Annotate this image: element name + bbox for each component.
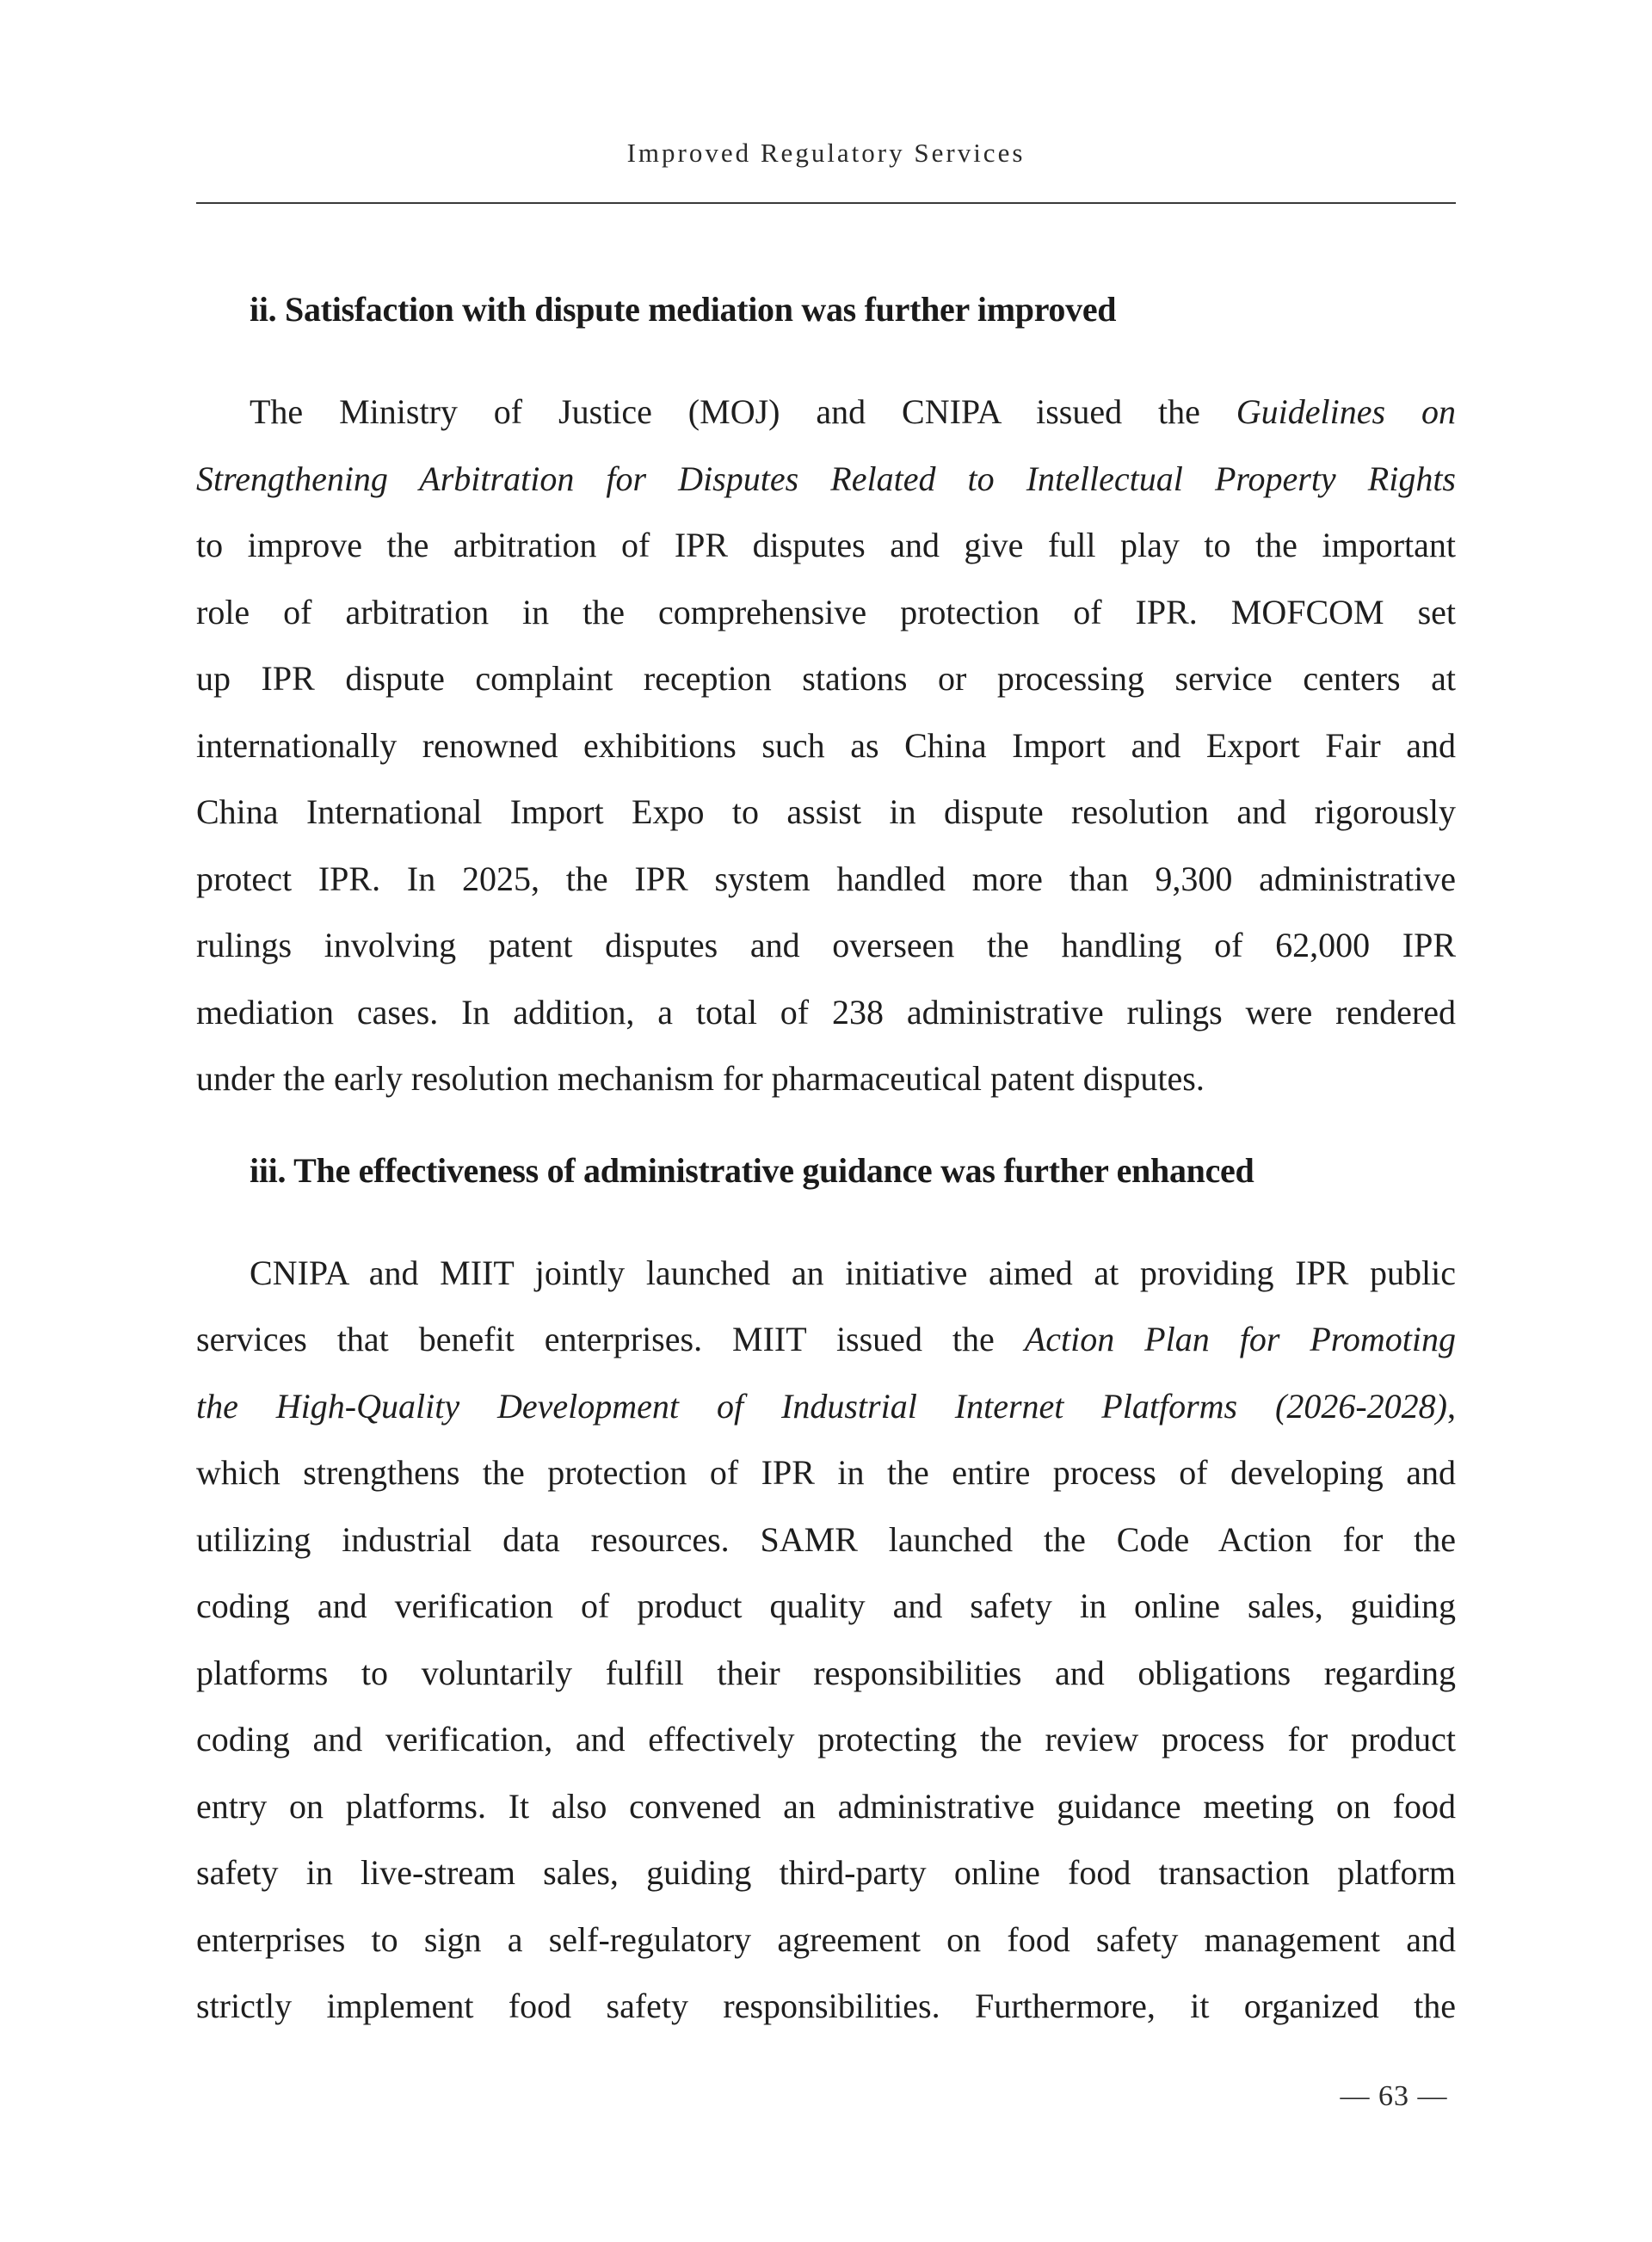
text-line — [196, 1306, 1456, 1373]
text-run: The Ministry of Justice (MOJ) and CNIPA issued the — [250, 392, 1236, 431]
text-line — [196, 1640, 1456, 1707]
paragraph-dispute-mediation — [196, 379, 1456, 1112]
text-line — [196, 1839, 1456, 1906]
text-line — [196, 446, 1456, 513]
text-run: under the early resolution mechanism for pharmaceutical patent disputes. — [196, 1059, 1205, 1098]
header-rule — [196, 202, 1456, 204]
page-body — [196, 284, 1456, 2040]
text-run: role of arbitration in the comprehensive protection of IPR. MOFCOM set — [196, 592, 1456, 631]
text-line — [196, 1906, 1456, 1974]
document-title-italic: the High-Quality Development of Industrial Internet Platforms (2026-2028) — [196, 1386, 1447, 1426]
text-line — [196, 1439, 1456, 1506]
text-run: protect IPR. In 2025, the IPR system handled more than 9,300 administrative — [196, 859, 1456, 898]
text-line — [196, 512, 1456, 579]
text-line — [196, 1773, 1456, 1840]
text-run: internationally renowned exhibitions such as China Import and Export Fair and — [196, 725, 1456, 765]
text-line — [196, 579, 1456, 646]
paragraph-administrative-guidance — [196, 1240, 1456, 2040]
document-title-italic: Strengthening Arbitration for Disputes Related to Intellectual Property Rights — [196, 459, 1456, 498]
page-number: — 63 — — [1340, 2080, 1448, 2112]
text-run: which strengthens the protection of IPR in the entire process of developing and — [196, 1453, 1456, 1492]
text-line — [196, 1045, 1456, 1112]
text-run: services that benefit enterprises. MIIT issued the — [196, 1320, 1025, 1358]
text-line — [196, 1506, 1456, 1574]
document-title-italic: Action Plan for Promoting — [1024, 1320, 1456, 1358]
text-run: platforms to voluntarily fulfill their responsibilities and obligations regarding — [196, 1653, 1456, 1692]
section-heading-iii: iii. The effectiveness of administrative guidance was further enhanced — [250, 1150, 1254, 1190]
text-line — [196, 979, 1456, 1046]
text-line — [196, 1973, 1456, 2040]
text-run: up IPR dispute complaint reception stations or processing service centers at — [196, 659, 1456, 698]
text-run: , — [1447, 1386, 1456, 1426]
text-run: strictly implement food safety responsibilities. Furthermore, it organized the — [196, 1986, 1456, 2025]
text-line — [196, 1373, 1456, 1440]
text-run: coding and verification, and effectively protecting the review process for product — [196, 1720, 1456, 1758]
text-run: rulings involving patent disputes and overseen the handling of 62,000 IPR — [196, 926, 1456, 964]
text-line — [196, 912, 1456, 979]
text-line — [196, 1240, 1456, 1307]
text-run: China International Import Expo to assist in dispute resolution and rigorously — [196, 792, 1456, 831]
text-line — [196, 1573, 1456, 1640]
text-run: CNIPA and MIIT jointly launched an initiative aimed at providing IPR public — [250, 1253, 1456, 1292]
text-run: to improve the arbitration of IPR disputes and give full play to the important — [196, 526, 1456, 564]
text-line — [196, 1706, 1456, 1773]
text-line — [196, 379, 1456, 446]
text-run: mediation cases. In addition, a total of 238 administrative rulings were rendered — [196, 992, 1456, 1032]
text-line — [196, 846, 1456, 913]
section-heading-ii: ii. Satisfaction with dispute mediation was further improved — [250, 290, 1117, 329]
text-run: coding and verification of product quality and safety in online sales, guiding — [196, 1586, 1456, 1625]
text-run: enterprises to sign a self-regulatory agreement on food safety management and — [196, 1919, 1456, 1959]
text-run: utilizing industrial data resources. SAMR launched the Code Action for the — [196, 1519, 1456, 1559]
text-line — [196, 779, 1456, 846]
text-run: safety in live-stream sales, guiding third-party online food transaction platform — [196, 1853, 1456, 1892]
text-run: entry on platforms. It also convened an administrative guidance meeting on food — [196, 1786, 1456, 1826]
document-title-italic: Guidelines on — [1236, 392, 1456, 431]
running-head: Improved Regulatory Services — [626, 138, 1026, 168]
text-line — [196, 645, 1456, 712]
text-line — [196, 712, 1456, 779]
